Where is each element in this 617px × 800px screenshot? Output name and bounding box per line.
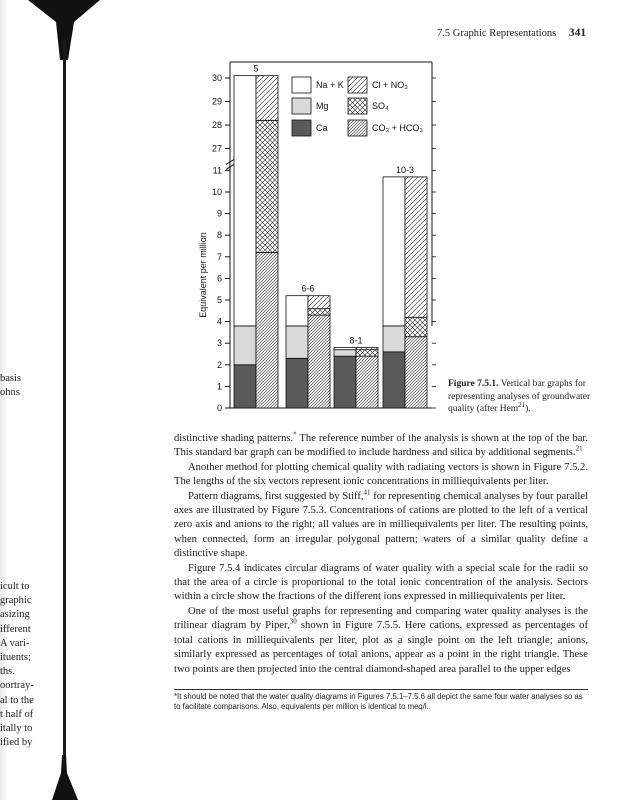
legend-swatch (292, 77, 311, 93)
bar-segment-cation (383, 326, 405, 352)
legend-swatch (348, 98, 367, 114)
text-run: for representing chemical analyses by four parallel axes are illustrated by Figure 7.5.3. Concentrations of cations are plotted to the left of a vertical zero axis and anions to the right; all values are in milliequivalents per liter. The resulting points, when connected, form an irregular polygonal pattern; waters of a similar quality define a distinctive shape. (174, 490, 588, 560)
bar-segment-anion (356, 356, 378, 408)
text-run: Pattern diagrams, first suggested by Stiff, (188, 490, 364, 502)
running-head-section: 7.5 Graphic Representations (437, 28, 557, 39)
y-tick-label: 1 (216, 381, 222, 392)
y-tick-label: 5 (216, 295, 222, 305)
bar-label: 6-6 (301, 283, 315, 294)
text-run: shown in Figure 7.5.5. Here cations, expressed as percentages of total cations in milliequivalents per liter, plot as a single point on the left triangle; anions, similarly expressed as percentages of total anions, appear as a point in the right triangle. These two points are then projected into the central diamond-shaped area parallel to the upper edges (174, 620, 588, 675)
footnote-rule (174, 689, 588, 690)
y-tick-label: 8 (216, 230, 222, 241)
page-number: 341 (568, 27, 587, 39)
y-tick-label: 27 (211, 143, 222, 154)
bar-segment-cation (334, 348, 356, 350)
prev-fragment: oortray- (0, 680, 34, 692)
figure-caption-ref: 21 (518, 400, 526, 409)
y-tick-label: 11 (212, 165, 222, 176)
y-tick-label: 9 (216, 208, 222, 219)
prev-fragment: itally to (0, 723, 33, 735)
legend-label: Cl + NO₃ (372, 80, 408, 90)
legend-label: Ca (316, 123, 328, 133)
y-tick-label: 10 (211, 187, 222, 197)
y-axis-label: Equivalent per million (198, 232, 208, 318)
legend-label: Na + K (316, 80, 344, 90)
bar-segment-cation (334, 356, 356, 408)
paragraph: Figure 7.5.4 indicates circular diagrams of water quality with a special scale for the radii so that the area of a circle is proportional to the total ionic concentration of the analysis. Sectors within a circle show the fractions of the different ions expressed in milliequivalents per liter. (174, 562, 588, 603)
bar-segment-anion (405, 317, 427, 336)
y-tick-label: 2 (216, 359, 222, 370)
y-tick-label: 28 (211, 120, 222, 130)
bar-segment-cation (286, 326, 308, 358)
bar-segment-anion (405, 177, 427, 317)
y-tick-label: 6 (216, 273, 222, 284)
text-run: The reference number of the analysis is shown at the top of the bar. This standard bar graph can be modified to include hardness and silica by additional segments. (174, 433, 589, 459)
prev-fragment: al to the (0, 694, 34, 706)
bar-segment-anion (308, 296, 330, 309)
y-tick-label: 30 (211, 73, 222, 83)
text-run: One of the most useful graphs for representing and comparing water quality analyses is the trilinear diagram by Piper, (174, 605, 588, 632)
bar-label: 8-1 (349, 335, 363, 346)
figure-caption-end: ). (525, 404, 531, 414)
bar-segment-anion (256, 76, 278, 121)
y-tick-label: 0 (216, 403, 222, 413)
reference-number: 30 (289, 617, 297, 626)
legend-swatch (348, 120, 367, 136)
bar-segment-cation (234, 326, 256, 365)
y-tick-label: 3 (216, 338, 222, 349)
prev-fragment: ohns (0, 387, 20, 399)
bar-segment-cation (383, 177, 405, 326)
bar-segment-cation (334, 350, 356, 356)
prev-fragment: ified by (0, 737, 33, 749)
y-tick-label: 7 (216, 251, 222, 262)
reference-number: 41 (363, 488, 371, 497)
prev-fragment: basis (0, 373, 21, 384)
text-run: distinctive shading patterns. (174, 433, 294, 444)
reference-number: 21 (575, 444, 583, 453)
bar-segment-anion (256, 120, 278, 252)
prev-fragment: asizing (0, 609, 30, 621)
y-tick-label: 4 (216, 316, 222, 327)
bar-segment-cation (234, 76, 256, 326)
bar-segment-anion (308, 315, 330, 408)
paragraph: Another method for plotting chemical quality with radiating vectors is shown in Figure 7.5.2. The lengths of the six vectors represent ionic concentrations in milliequivalents per liter. (174, 461, 588, 488)
footnote: *It should be noted that the water quality diagrams in Figures 7.5.1–7.5.6 all depict the same four water analyses so as to facilitate comparisons. Also, equivalents per million is identical to meq/l. (174, 692, 583, 711)
legend-label: CO₃ + HCO₃ (372, 123, 424, 133)
bar-segment-cation (234, 365, 256, 408)
prev-fragment: ths. (0, 666, 15, 678)
bar-segment-anion (308, 309, 330, 315)
bar-label: 5 (253, 63, 259, 74)
prev-fragment: icult to (0, 581, 30, 592)
bar-segment-anion (405, 337, 427, 408)
bar-segment-anion (356, 348, 378, 350)
legend-swatch (292, 98, 311, 114)
paragraph (174, 490, 588, 562)
figure-caption (448, 378, 608, 416)
legend-label: Mg (316, 101, 329, 111)
paragraph (174, 605, 588, 677)
prev-fragment: graphic (0, 595, 32, 607)
bar-label: 10-3 (395, 164, 415, 175)
y-tick-label: 29 (211, 96, 222, 107)
footnote-marker: * (293, 430, 297, 439)
body-text (174, 432, 588, 677)
legend-label: SO₄ (372, 101, 389, 111)
bar-segment-anion (356, 350, 378, 356)
paragraph (174, 432, 588, 461)
legend-swatch (292, 120, 311, 136)
prev-fragment: t half of (0, 708, 34, 720)
bar-segment-cation (383, 352, 405, 408)
prev-fragment: ituents; (0, 652, 31, 664)
figure-label: Figure 7.5.1. (448, 379, 499, 389)
legend-swatch (348, 77, 367, 93)
bar-segment-cation (286, 296, 308, 326)
bar-segment-anion (256, 252, 278, 408)
bar-segment-cation (286, 358, 308, 408)
prev-fragment: A vari- (0, 637, 30, 649)
prev-fragment: ifferent (0, 623, 31, 635)
figure-caption-text: Vertical bar graphs for representing analyses of groundwater quality (after Hem (448, 379, 591, 414)
